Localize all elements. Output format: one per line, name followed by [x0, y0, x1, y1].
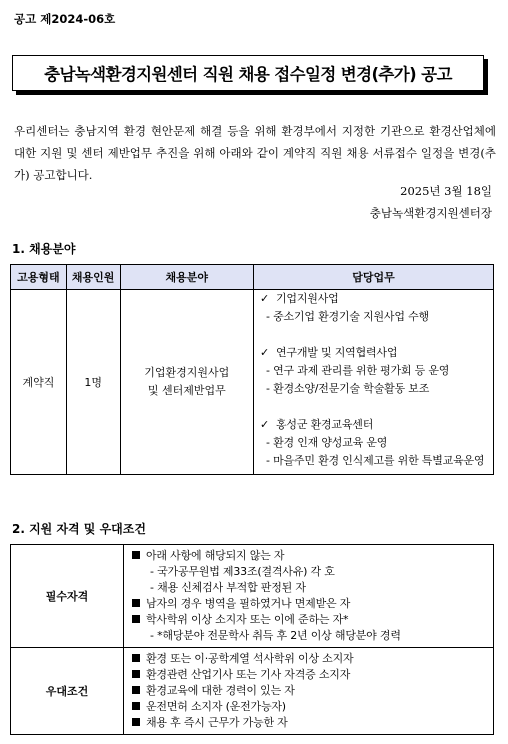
- field-line-2: 및 센터제반업무: [147, 384, 226, 397]
- square-bullet-icon: [132, 686, 140, 694]
- table-header-row: [11, 265, 494, 290]
- square-bullet-icon: [132, 702, 140, 710]
- header-field: 채용분야: [120, 265, 253, 290]
- square-bullet-icon: [132, 551, 140, 559]
- table-row: [11, 290, 494, 475]
- item-text: - *해당분야 전문학사 취득 후 2년 이상 해당분야 경력: [150, 629, 401, 642]
- check-icon: ✓: [260, 292, 270, 305]
- table-row: [11, 648, 494, 735]
- title-box: [12, 55, 484, 91]
- required-items: [124, 545, 494, 648]
- notice-number: 공고 제2024-06호: [14, 12, 116, 26]
- qualifications-table: [10, 544, 494, 735]
- header-duties: 담당업무: [254, 265, 494, 290]
- duty-heading: ✓ 기업지원사업: [260, 290, 489, 308]
- bullet-item: [132, 548, 487, 564]
- check-icon: ✓: [260, 346, 270, 359]
- item-text: 환경 또는 이·공학계열 석사학위 이상 소지자: [146, 652, 354, 665]
- cell-duties: [254, 290, 494, 475]
- square-bullet-icon: [132, 599, 140, 607]
- label-preferred: 우대조건: [11, 648, 124, 735]
- page-title: 충남녹색환경지원센터 직원 채용 접수일정 변경(추가) 공고: [44, 65, 452, 84]
- item-text: 환경관련 산업기사 또는 기사 자격증 소지자: [146, 668, 351, 681]
- square-bullet-icon: [132, 670, 140, 678]
- field-line-1: 기업환경지원사업: [144, 366, 230, 379]
- recruitment-table: [10, 264, 494, 475]
- duty-item: - 마을주민 환경 인식제고를 위한 특별교육운영: [266, 454, 485, 467]
- cell-headcount: 1명: [66, 290, 120, 475]
- bullet-item: [132, 683, 487, 699]
- item-text: - 채용 신체검사 부적합 판정된 자: [150, 581, 306, 594]
- duty-heading: ✓ 홍성군 환경교육센터: [260, 416, 489, 434]
- signer: 충남녹색환경지원센터장: [369, 206, 492, 220]
- item-text: 학사학위 이상 소지자 또는 이에 준하는 자*: [146, 613, 349, 626]
- bullet-item: [132, 699, 487, 715]
- check-icon: ✓: [260, 418, 270, 431]
- preferred-items: [124, 648, 494, 735]
- duty-item: - 연구 과제 관리를 위한 평가회 등 운영: [266, 364, 450, 377]
- bullet-item: [132, 715, 487, 731]
- bullet-item: [132, 651, 487, 667]
- square-bullet-icon: [132, 718, 140, 726]
- square-bullet-icon: [132, 654, 140, 662]
- table-row: [11, 545, 494, 648]
- item-text: 채용 후 즉시 근무가 가능한 자: [146, 716, 288, 729]
- cell-employment-type: 계약직: [11, 290, 67, 475]
- duty-heading: ✓ 연구개발 및 지역협력사업: [260, 344, 489, 362]
- notice-date: 2025년 3월 18일: [400, 184, 492, 198]
- label-required: 필수자격: [11, 545, 124, 648]
- duty-item: - 환경 인재 양성교육 운영: [266, 436, 388, 449]
- duty-item: - 환경소양/전문기술 학술활동 보조: [266, 382, 430, 395]
- sub-item: [132, 564, 487, 580]
- section-heading-qualifications: 2. 지원 자격 및 우대조건: [12, 522, 146, 536]
- sub-item: [132, 628, 487, 644]
- item-text: 아래 사항에 해당되지 않는 자: [146, 549, 285, 562]
- item-text: 운전면허 소지자 (운전가능자): [146, 700, 286, 713]
- intro-paragraph: 우리센터는 충남지역 환경 현안문제 해결 등을 위해 환경부에서 지정한 기관으로 환경산업체에 대한 지원 및 센터 제반업무 추진을 위해 아래와 같이 계약직 직원 채용 서류접수 일정을 변경(추가) 공고합니다.: [14, 124, 496, 182]
- item-text: 남자의 경우 병역을 필하였거나 면제받은 자: [146, 597, 351, 610]
- square-bullet-icon: [132, 615, 140, 623]
- bullet-item: [132, 596, 487, 612]
- header-headcount: 채용인원: [66, 265, 120, 290]
- bullet-item: [132, 667, 487, 683]
- duty-item: - 중소기업 환경기술 지원사업 수행: [266, 310, 429, 323]
- cell-field: [120, 290, 253, 475]
- bullet-item: [132, 612, 487, 628]
- header-employment-type: 고용형태: [11, 265, 67, 290]
- section-heading-recruitment: 1. 채용분야: [12, 242, 76, 256]
- item-text: - 국가공무원법 제33조(결격사유) 각 호: [150, 565, 335, 578]
- sub-item: [132, 580, 487, 596]
- item-text: 환경교육에 대한 경력이 있는 자: [146, 684, 295, 697]
